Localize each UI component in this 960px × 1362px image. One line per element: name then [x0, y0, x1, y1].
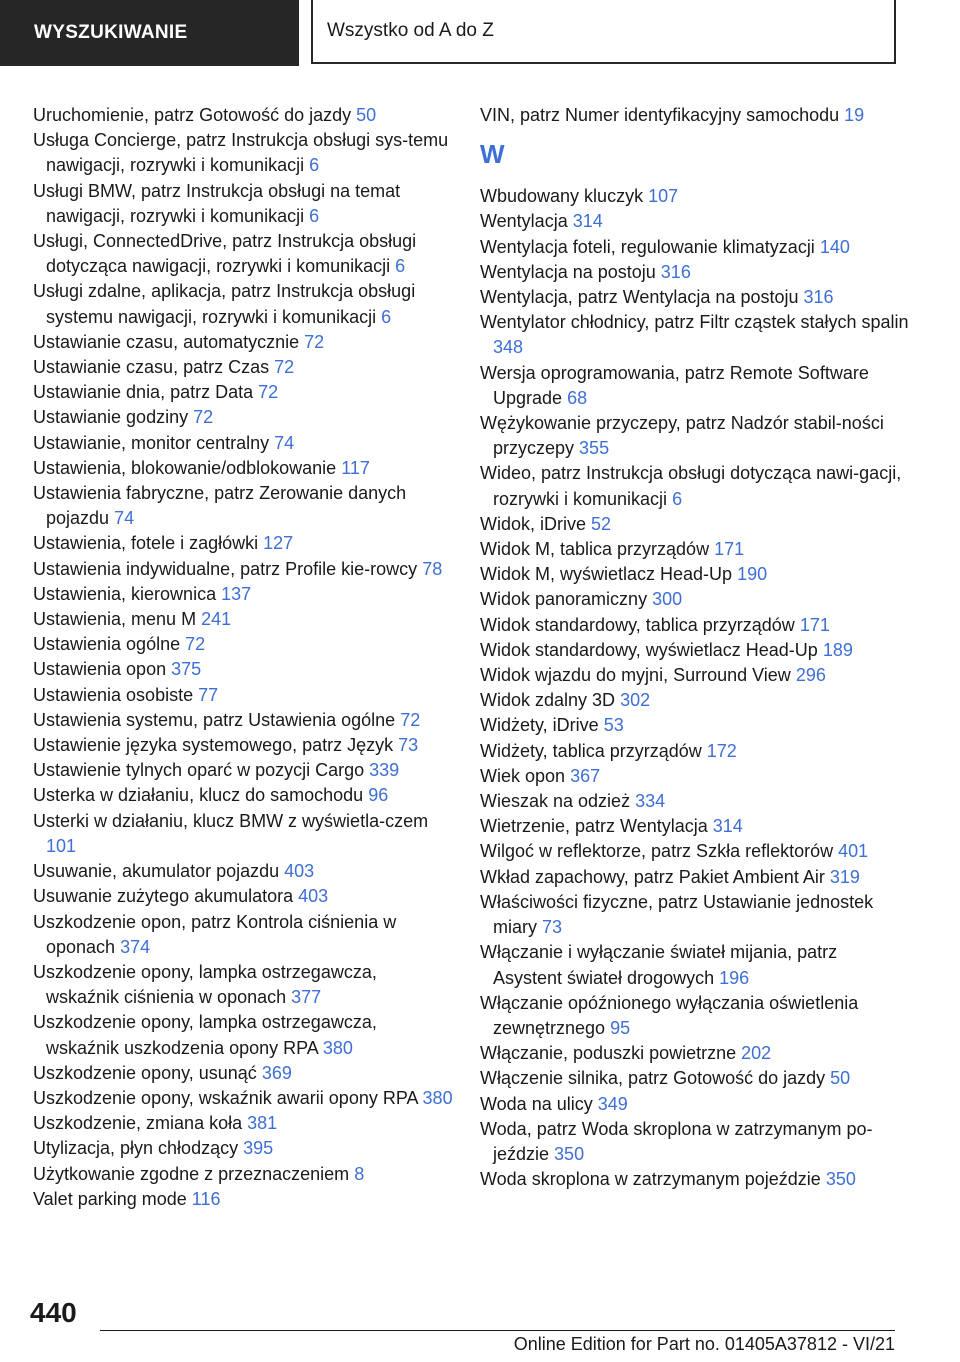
index-entry-text: Właściwości fizyczne, patrz Ustawianie jednostek miary: [480, 891, 874, 938]
page-reference-link[interactable]: 140: [819, 236, 850, 257]
page-reference-link[interactable]: 95: [610, 1017, 631, 1038]
index-entry: [480, 184, 910, 209]
index-entry: [480, 461, 910, 511]
page-reference-link[interactable]: 202: [741, 1043, 772, 1064]
index-entry: [480, 890, 910, 940]
index-entry-text: Widok standardowy, wyświetlacz Head-Up: [480, 639, 818, 660]
index-entry-text: Widok standardowy, tablica przyrządów: [480, 614, 795, 635]
index-entry: [33, 330, 453, 355]
index-entry-text: Wiek opon: [480, 765, 566, 786]
index-entry: [480, 991, 910, 1041]
page-reference-link[interactable]: 78: [422, 558, 443, 579]
page-reference-link[interactable]: 117: [341, 457, 370, 478]
page-reference-link[interactable]: 172: [706, 740, 737, 761]
page-reference-link[interactable]: 189: [822, 639, 853, 660]
index-entry-text: Woda skroplona w zatrzymanym pojeździe: [480, 1169, 821, 1190]
index-entry-text: Ustawianie czasu, automatycznie: [33, 331, 300, 352]
page-reference-link[interactable]: 319: [829, 866, 860, 887]
index-entry-text: Widok zdalny 3D: [480, 690, 616, 711]
index-entry-text: Usługi zdalne, aplikacja, patrz Instrukcja obsługi systemu nawigacji, rozrywki i komunikacji: [33, 281, 416, 327]
index-entry: [480, 1092, 910, 1117]
index-entry-text: Usuwanie, akumulator pojazdu: [33, 861, 280, 882]
page-reference-link[interactable]: 241: [201, 609, 232, 630]
page-reference-link[interactable]: 349: [597, 1093, 628, 1114]
index-entry-text: Ustawienia osobiste: [33, 684, 194, 705]
index-entry: [480, 663, 910, 688]
index-entry-text: Widok, iDrive: [480, 513, 587, 534]
index-entry: [480, 260, 910, 285]
page-header: [0, 0, 960, 66]
index-entry-text: Uszkodzenie opony, lampka ostrzegawcza, wskaźnik uszkodzenia opony RPA: [33, 1012, 377, 1058]
page-reference-link[interactable]: 401: [838, 841, 869, 862]
index-entry: [480, 764, 910, 789]
index-column-left: [33, 103, 453, 1212]
index-entry: [33, 960, 453, 1010]
index-entry: [33, 1136, 453, 1161]
index-entry-text: Uszkodzenie opony, wskaźnik awarii opony RPA: [33, 1087, 418, 1108]
index-entry-text: Usterki w działaniu, klucz BMW z wyświetla-czem: [33, 810, 429, 831]
index-entry-text: Ustawianie czasu, patrz Czas: [33, 357, 270, 378]
page-reference-link[interactable]: 302: [620, 690, 651, 711]
index-entry: [33, 683, 453, 708]
index-entry-text: Utylizacja, płyn chłodzący: [33, 1138, 239, 1159]
index-entry-text: Wentylacja, patrz Wentylacja na postoju: [480, 287, 799, 308]
index-entry-text: Uruchomienie, patrz Gotowość do jazdy: [33, 105, 352, 125]
index-entry: [480, 411, 910, 461]
page-reference-link[interactable]: 316: [660, 261, 691, 282]
index-entry-text: Widok panoramiczny: [480, 589, 648, 610]
index-entry: [33, 884, 453, 909]
index-entry: [480, 739, 910, 764]
index-entry: [33, 1187, 453, 1212]
page-reference-link[interactable]: 403: [284, 861, 315, 882]
index-entry-text: Włączanie, poduszki powietrzne: [480, 1043, 737, 1064]
index-entry-text: Widok M, wyświetlacz Head-Up: [480, 564, 733, 585]
page-reference-link[interactable]: 6: [309, 155, 320, 176]
page-reference-link[interactable]: 196: [719, 967, 750, 988]
index-entry-text: Widżety, tablica przyrządów: [480, 740, 702, 761]
index-column-right: [480, 103, 910, 1192]
index-entry-text: Wietrzenie, patrz Wentylacja: [480, 816, 708, 837]
section-tab[interactable]: WYSZUKIWANIE: [0, 0, 299, 66]
page-reference-link[interactable]: 296: [795, 665, 826, 686]
index-entry: [33, 1061, 453, 1086]
index-entry-text: Usługi, ConnectedDrive, patrz Instrukcja obsługi dotycząca nawigacji, rozrywki i komunikacji: [33, 231, 417, 277]
index-entry-text: Wbudowany kluczyk: [480, 186, 644, 207]
index-entry: [33, 380, 453, 405]
index-entry: [480, 613, 910, 638]
index-entry-text: Usuwanie zużytego akumulatora: [33, 886, 294, 907]
page-reference-link[interactable]: 171: [799, 614, 830, 635]
index-entry: [480, 235, 910, 260]
index-entry: [33, 229, 453, 279]
index-entry-text: Ustawienia fabryczne, patrz Zerowanie danych pojazdu: [33, 483, 407, 529]
page-reference-link[interactable]: 72: [400, 709, 421, 730]
page-reference-link[interactable]: 107: [648, 186, 679, 207]
page-reference-link[interactable]: 6: [381, 306, 392, 327]
index-entry-text: Ustawianie godziny: [33, 407, 189, 428]
index-entry-text: Wentylator chłodnicy, patrz Filtr cząstek stałych spalin: [480, 312, 909, 333]
index-entry: [480, 839, 910, 864]
index-entry: [480, 537, 910, 562]
index-entry-text: Ustawianie, monitor centralny: [33, 432, 270, 453]
index-entry: [33, 910, 453, 960]
index-entry: [33, 481, 453, 531]
page-reference-link[interactable]: 68: [567, 387, 588, 408]
index-entry-text: Woda, patrz Woda skroplona w zatrzymanym po-jeździe: [480, 1118, 873, 1164]
index-entry-text: Wilgoć w reflektorze, patrz Szkła reflektorów: [480, 841, 834, 862]
index-entry: [480, 512, 910, 537]
edition-footer: Online Edition for Part no. 01405A37812 - VI/21: [513, 1334, 895, 1354]
index-entry: [33, 279, 453, 329]
page-reference-link[interactable]: 72: [258, 382, 279, 403]
index-entry: [33, 1162, 453, 1187]
index-entry: [33, 859, 453, 884]
index-entry-text: Usługi BMW, patrz Instrukcja obsługi na temat nawigacji, rozrywki i komunikacji: [33, 180, 401, 226]
index-entry-text: Widok M, tablica przyrządów: [480, 539, 710, 560]
index-entry: [33, 783, 453, 808]
index-entry-text: Ustawienia ogólne: [33, 634, 181, 655]
page-reference-link[interactable]: 19: [844, 105, 865, 125]
page-reference-link[interactable]: 314: [572, 211, 603, 232]
index-entry: [33, 557, 453, 582]
index-entry-text: Ustawienia, kierownica: [33, 583, 217, 604]
page-reference-link[interactable]: 395: [243, 1138, 274, 1159]
page-reference-link[interactable]: 53: [603, 715, 624, 736]
page-reference-link[interactable]: 348: [493, 337, 524, 358]
index-entry: [33, 355, 453, 380]
index-entry-text: Uszkodzenie opony, usunąć: [33, 1062, 257, 1083]
index-entry-text: Uszkodzenie opon, patrz Kontrola ciśnienia w oponach: [33, 911, 397, 957]
page-reference-link[interactable]: 355: [579, 438, 610, 459]
index-entry-text: Uszkodzenie, zmiana koła: [33, 1113, 243, 1134]
index-entry-text: Wentylacja: [480, 211, 568, 232]
page-reference-link[interactable]: 77: [198, 684, 219, 705]
index-entry-text: Wężykowanie przyczepy, patrz Nadzór stabil-ności przyczepy: [480, 413, 884, 459]
page-reference-link[interactable]: 367: [570, 765, 601, 786]
index-entry-text: Woda na ulicy: [480, 1093, 593, 1114]
index-entry: [33, 758, 453, 783]
index-entry: [480, 814, 910, 839]
page-reference-link[interactable]: 74: [274, 432, 295, 453]
index-entry: [33, 405, 453, 430]
index-entry: [33, 1111, 453, 1136]
index-entry: [33, 708, 453, 733]
index-entry: [480, 361, 910, 411]
index-entry-text: Usługa Concierge, patrz Instrukcja obsługi sys-temu nawigacji, rozrywki i komunikacji: [33, 130, 449, 176]
footer-divider: [100, 1330, 895, 1331]
index-entry-text: Wkład zapachowy, patrz Pakiet Ambient Air: [480, 866, 825, 887]
page-number: 440: [30, 1297, 77, 1328]
page-reference-link[interactable]: 316: [803, 287, 834, 308]
index-entry: [33, 431, 453, 456]
index-entry: [480, 1117, 910, 1167]
index-entry-text: Włączenie silnika, patrz Gotowość do jazdy: [480, 1068, 826, 1089]
page-reference-link[interactable]: 171: [714, 539, 745, 560]
index-entry: [33, 582, 453, 607]
index-entry-text: Ustawienia opon: [33, 659, 167, 680]
page-reference-link[interactable]: 300: [652, 589, 683, 610]
page-reference-link[interactable]: 116: [191, 1188, 221, 1209]
index-entry: [480, 1167, 910, 1192]
index-entry: [480, 789, 910, 814]
index-entry-text: Valet parking mode: [33, 1188, 187, 1209]
page-reference-link[interactable]: 50: [356, 105, 377, 125]
index-entry: [480, 688, 910, 713]
index-entry-text: Widok wjazdu do myjni, Surround View: [480, 665, 791, 686]
index-entry: [480, 1066, 910, 1091]
index-entry: [33, 809, 453, 859]
page-reference-link[interactable]: 350: [554, 1143, 585, 1164]
index-entry: [480, 103, 910, 128]
index-entry: [480, 713, 910, 738]
index-entry: [33, 1010, 453, 1060]
index-entry-text: Wentylacja na postoju: [480, 261, 656, 282]
index-entry: [33, 733, 453, 758]
index-entry-text: VIN, patrz Numer identyfikacyjny samochodu: [480, 105, 840, 125]
index-entry: [480, 587, 910, 612]
index-entry: [480, 940, 910, 990]
index-entry-text: Wieszak na odzież: [480, 791, 631, 812]
page-reference-link[interactable]: 334: [635, 791, 666, 812]
index-entry: [33, 179, 453, 229]
index-entry-text: Ustawienia, menu M: [33, 609, 197, 630]
page-reference-link[interactable]: 381: [247, 1113, 278, 1134]
index-entry-text: Ustawienia, blokowanie/odblokowanie: [33, 457, 337, 478]
page-reference-link[interactable]: 101: [46, 835, 77, 856]
index-entry-text: Ustawienia systemu, patrz Ustawienia ogólne: [33, 709, 396, 730]
page-reference-link[interactable]: 72: [185, 634, 206, 655]
page-reference-link[interactable]: 403: [298, 886, 329, 907]
index-entry: [480, 865, 910, 890]
index-entry: [33, 607, 453, 632]
page-reference-link[interactable]: 374: [120, 936, 151, 957]
index-entry-text: Uszkodzenie opony, lampka ostrzegawcza, wskaźnik ciśnienia w oponach: [33, 961, 377, 1008]
page-reference-link[interactable]: 50: [830, 1068, 851, 1089]
letter-heading: W: [480, 139, 505, 170]
index-entry: [480, 638, 910, 663]
page-reference-link[interactable]: 96: [368, 785, 389, 806]
page-reference-link[interactable]: 52: [591, 513, 612, 534]
page-reference-link[interactable]: 72: [274, 357, 295, 378]
page-reference-link[interactable]: 6: [672, 488, 683, 509]
page-reference-link[interactable]: 375: [171, 659, 202, 680]
page-reference-link[interactable]: 127: [263, 533, 294, 554]
index-entry: [33, 632, 453, 657]
page-reference-link[interactable]: 74: [114, 508, 135, 529]
index-entry: [33, 657, 453, 682]
page-reference-link[interactable]: 73: [398, 735, 419, 756]
index-entry: [33, 456, 453, 481]
page-reference-link[interactable]: 339: [369, 760, 400, 781]
index-entry: [33, 103, 453, 128]
page-reference-link[interactable]: 190: [737, 564, 768, 585]
index-entry: [33, 531, 453, 556]
index-entry: [33, 1086, 453, 1111]
page-reference-link[interactable]: 6: [309, 205, 320, 226]
index-entry-text: Ustawienie języka systemowego, patrz Język: [33, 735, 394, 756]
chapter-tab[interactable]: Wszystko od A do Z: [311, 0, 896, 64]
index-entry-text: Usterka w działaniu, klucz do samochodu: [33, 785, 364, 806]
page-reference-link[interactable]: 380: [422, 1087, 453, 1108]
index-entry: [480, 1041, 910, 1066]
index-entry-text: Ustawienia, fotele i zagłówki: [33, 533, 259, 554]
page-reference-link[interactable]: 369: [261, 1062, 292, 1083]
index-entry-text: Włączanie i wyłączanie świateł mijania, patrz Asystent świateł drogowych: [480, 942, 838, 988]
page-reference-link[interactable]: 314: [712, 816, 743, 837]
page-reference-link[interactable]: 377: [291, 987, 322, 1008]
page-reference-link[interactable]: 8: [354, 1163, 365, 1184]
page-reference-link[interactable]: 73: [542, 917, 563, 938]
index-entry: [480, 562, 910, 587]
index-entry-text: Ustawianie dnia, patrz Data: [33, 382, 254, 403]
index-entry-text: Ustawienia indywidualne, patrz Profile kie-rowcy: [33, 558, 418, 579]
index-entry-text: Włączanie opóźnionego wyłączania oświetlenia zewnętrznego: [480, 992, 859, 1038]
page-reference-link[interactable]: 72: [193, 407, 214, 428]
index-entry-text: Wersja oprogramowania, patrz Remote Software Upgrade: [480, 362, 869, 408]
index-entry-text: Wideo, patrz Instrukcja obsługi dotycząca nawi-gacji, rozrywki i komunikacji: [480, 463, 902, 509]
index-entry-text: Widżety, iDrive: [480, 715, 599, 736]
index-entry: [480, 285, 910, 310]
index-entry: [33, 128, 453, 178]
index-entry-text: Ustawienie tylnych oparć w pozycji Cargo: [33, 760, 365, 781]
index-entry-text: Użytkowanie zgodne z przeznaczeniem: [33, 1163, 350, 1184]
page-reference-link[interactable]: 137: [221, 583, 252, 604]
page-reference-link[interactable]: 380: [322, 1037, 353, 1058]
index-entry: [480, 310, 910, 360]
page-reference-link[interactable]: 72: [304, 331, 325, 352]
page-reference-link[interactable]: 350: [825, 1169, 856, 1190]
index-entry: [480, 209, 910, 234]
index-entry-text: Wentylacja foteli, regulowanie klimatyzacji: [480, 236, 815, 257]
page-reference-link[interactable]: 6: [395, 256, 406, 277]
